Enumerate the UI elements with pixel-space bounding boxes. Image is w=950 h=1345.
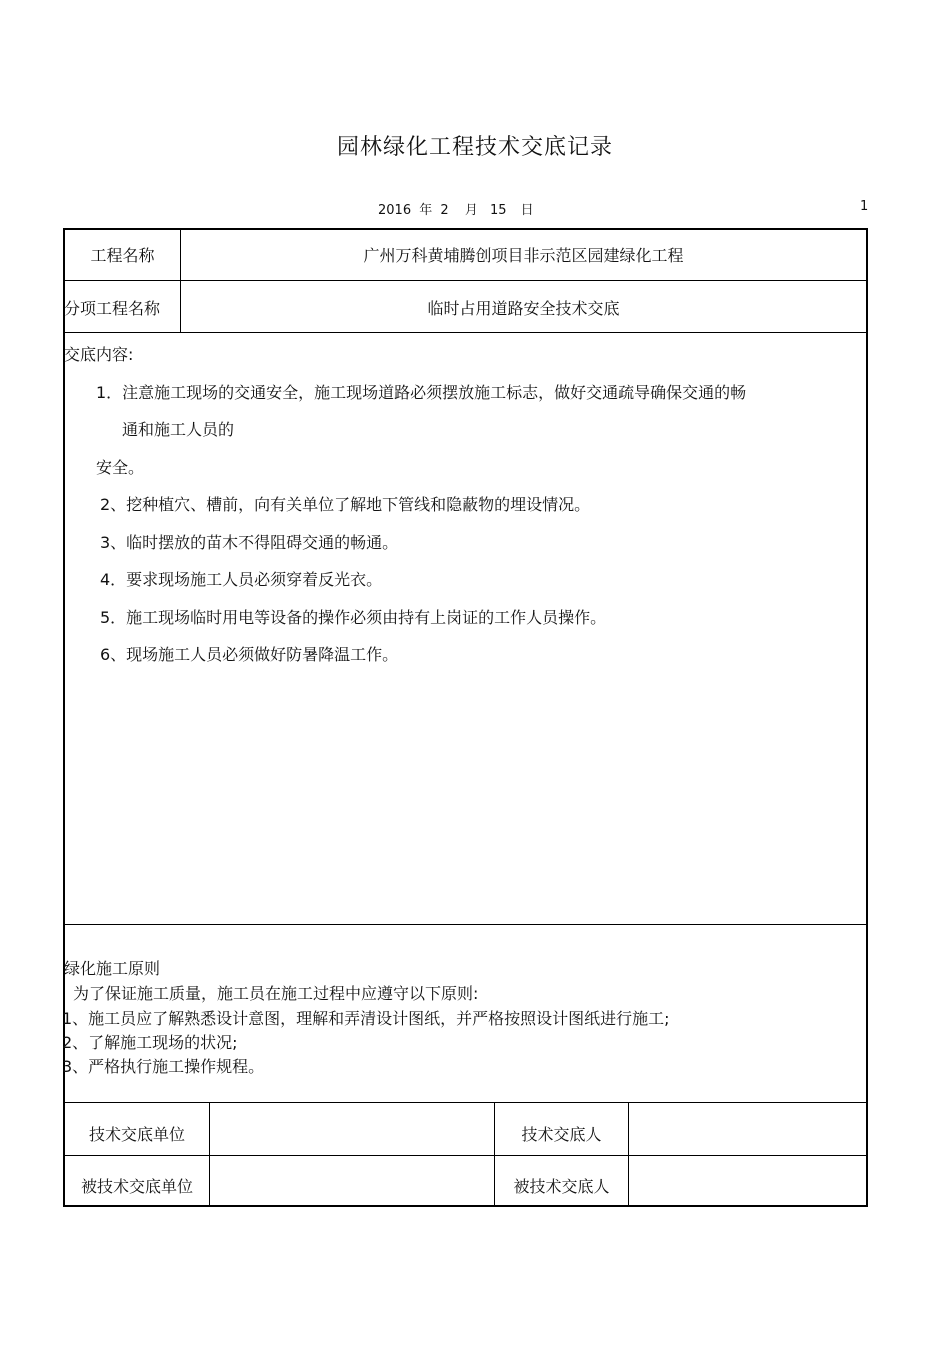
row-divider-3 bbox=[63, 924, 868, 925]
table-border-bottom bbox=[63, 1205, 868, 1207]
row-divider-4 bbox=[63, 1102, 868, 1103]
content-item-3: 3、临时摆放的苗木不得阻碍交通的畅通。 bbox=[100, 533, 399, 552]
date-month: 2 bbox=[440, 203, 449, 218]
date-month-unit: 月 bbox=[464, 203, 478, 218]
date-year: 2016 bbox=[378, 203, 412, 218]
content-item-1-end: 安全。 bbox=[96, 458, 145, 477]
principle-3: 3、严格执行施工操作规程。 bbox=[62, 1057, 265, 1076]
document-title: 园林绿化工程技术交底记录 bbox=[336, 135, 613, 160]
content-item-1-cont: 通和施工人员的 bbox=[122, 420, 235, 439]
page-number: 1 bbox=[860, 199, 869, 214]
sub-project-label: 分项工程名称 bbox=[64, 299, 161, 318]
project-name-label: 工程名称 bbox=[90, 246, 155, 265]
table-border-top bbox=[63, 228, 868, 230]
content-item-5: 5．施工现场临时用电等设备的操作必须由持有上岗证的工作人员操作。 bbox=[100, 608, 607, 627]
principles-intro: 为了保证施工质量，施工员在施工过程中应遵守以下原则: bbox=[73, 984, 479, 1003]
col-divider-sign-1 bbox=[209, 1102, 210, 1206]
row-divider-1 bbox=[63, 280, 868, 281]
principles-heading: 绿化施工原则 bbox=[64, 959, 161, 978]
content-item-6: 6、现场施工人员必须做好防暑降温工作。 bbox=[100, 645, 399, 664]
table-border-right bbox=[866, 228, 868, 1206]
project-name-value: 广州万科黄埔腾创项目非示范区园建绿化工程 bbox=[363, 246, 684, 265]
date-line bbox=[378, 199, 534, 218]
content-item-2: 2、挖种植穴、槽前，向有关单位了解地下管线和隐蔽物的埋设情况。 bbox=[100, 495, 591, 514]
principle-2: 2、了解施工现场的状况; bbox=[62, 1033, 238, 1052]
recv-unit-label: 被技术交底单位 bbox=[80, 1177, 193, 1196]
content-item-1: 1．注意施工现场的交通安全，施工现场道路必须摆放施工标志，做好交通疏导确保交通的畅 bbox=[96, 383, 747, 402]
date-day: 15 bbox=[489, 203, 507, 218]
col-divider-sign-3 bbox=[628, 1102, 629, 1206]
principle-1: 1、施工员应了解熟悉设计意图，理解和弄清设计图纸，并严格按照设计图纸进行施工; bbox=[62, 1009, 670, 1028]
date-day-unit: 日 bbox=[520, 203, 534, 218]
sub-project-value: 临时占用道路安全技术交底 bbox=[427, 299, 620, 318]
content-heading: 交底内容: bbox=[64, 345, 134, 364]
content-item-4: 4．要求现场施工人员必须穿着反光衣。 bbox=[100, 570, 383, 589]
tech-unit-label: 技术交底单位 bbox=[88, 1125, 185, 1144]
row-divider-2 bbox=[63, 332, 868, 333]
date-year-unit: 年 bbox=[419, 203, 433, 218]
row-divider-5 bbox=[63, 1155, 868, 1156]
recv-person-label: 被技术交底人 bbox=[513, 1177, 610, 1196]
tech-person-label: 技术交底人 bbox=[521, 1125, 602, 1144]
